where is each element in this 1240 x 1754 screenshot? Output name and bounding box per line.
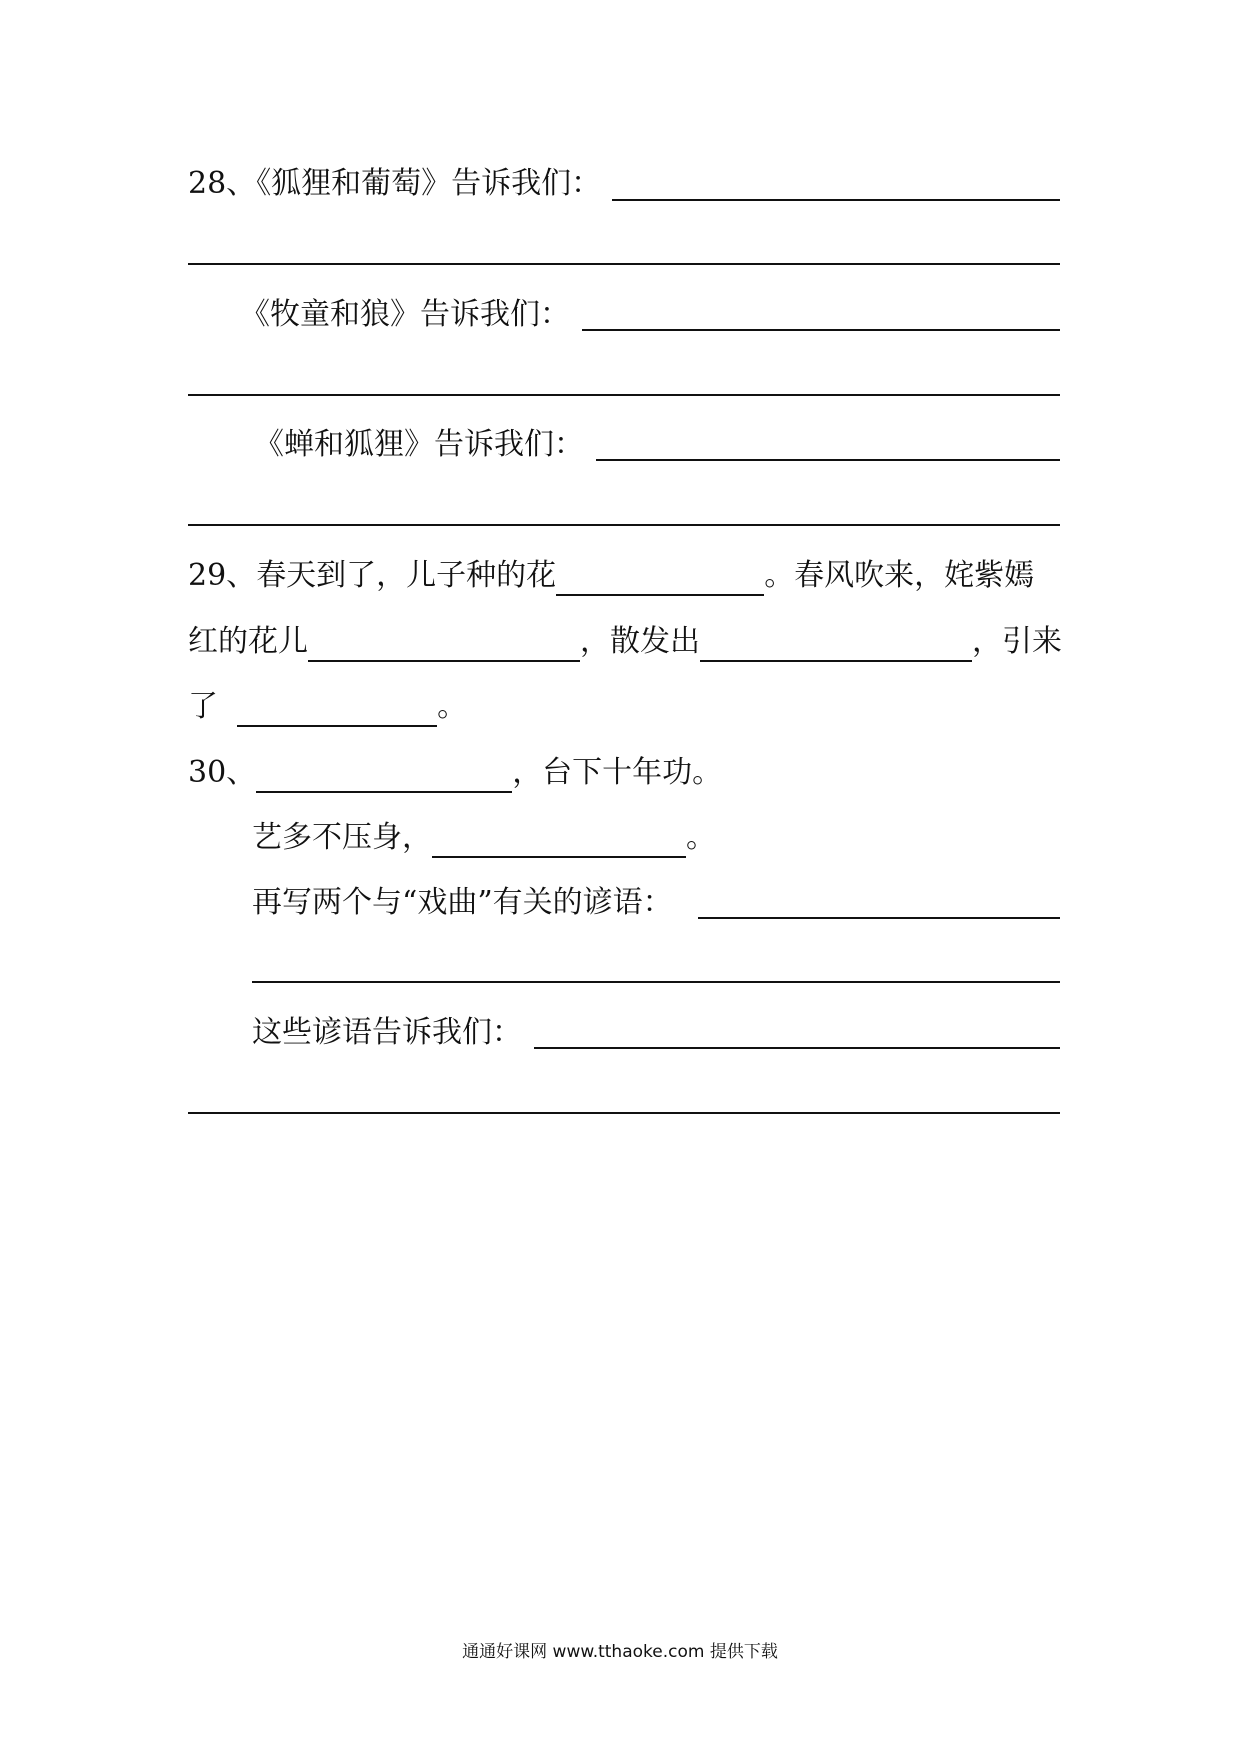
q29-text-2: 。春风吹来，姹紫嫣 xyxy=(764,558,1035,593)
q29-text-7: 。 xyxy=(437,689,468,724)
q28-prompt-shepherd-wolf: 《牧童和狼》告诉我们： xyxy=(240,297,570,332)
q28-answer-line-2b[interactable] xyxy=(188,394,1060,396)
q28-number: 28、 xyxy=(188,166,257,201)
q29-blank-4[interactable] xyxy=(237,691,437,727)
q28-answer-line-3b[interactable] xyxy=(188,524,1060,526)
q29-text-5: ，引来 xyxy=(972,624,1062,659)
q30-line-4 xyxy=(252,1013,522,1053)
q29-line-1 xyxy=(188,556,1034,596)
q28-answer-blank-2[interactable] xyxy=(582,329,1060,331)
q30-answer-line-4b[interactable] xyxy=(188,1112,1060,1114)
q30-prompt-meaning: 这些谚语告诉我们： xyxy=(252,1015,522,1050)
q30-line-1 xyxy=(188,753,722,793)
q30-blank-1[interactable] xyxy=(256,757,512,793)
q30-answer-blank-3[interactable] xyxy=(698,917,1060,919)
q29-line-3 xyxy=(188,687,467,727)
q29-text-6: 了 xyxy=(188,689,218,724)
q30-text-1: ，台下十年功。 xyxy=(512,755,723,790)
q28-line-1 xyxy=(188,164,601,204)
page-footer: 通通好课网 www.tthaoke.com 提供下载 xyxy=(462,1642,778,1662)
q30-answer-line-3b[interactable] xyxy=(252,981,1060,983)
q28-answer-blank-1[interactable] xyxy=(612,199,1060,201)
q29-blank-1[interactable] xyxy=(556,560,764,596)
q28-prompt-fox-grapes: 《狐狸和葡萄》告诉我们： xyxy=(256,166,602,201)
q28-answer-blank-3[interactable] xyxy=(596,459,1060,461)
q28-line-3 xyxy=(254,425,584,465)
q29-line-2 xyxy=(188,622,1062,662)
q30-answer-blank-4[interactable] xyxy=(534,1047,1060,1049)
q30-text-2: 艺多不压身， xyxy=(252,820,432,855)
q28-line-2 xyxy=(240,295,570,335)
q28-answer-line-1b[interactable] xyxy=(188,263,1060,265)
q29-text-4: ，散发出 xyxy=(580,624,700,659)
q29-blank-2[interactable] xyxy=(308,626,580,662)
q29-text-3: 红的花儿 xyxy=(188,624,308,659)
q30-line-2 xyxy=(252,818,716,858)
q29-blank-3[interactable] xyxy=(700,626,972,662)
q30-text-3: 。 xyxy=(686,820,716,855)
q28-prompt-cicada-fox: 《蝉和狐狸》告诉我们： xyxy=(254,427,584,462)
q30-number: 30、 xyxy=(188,755,257,790)
q30-blank-2[interactable] xyxy=(432,822,686,858)
q30-line-3 xyxy=(252,883,673,923)
q30-prompt-proverbs: 再写两个与“戏曲”有关的谚语： xyxy=(252,885,673,920)
q29-text-1: 春天到了，儿子种的花 xyxy=(256,558,557,593)
q29-number: 29、 xyxy=(188,558,257,593)
